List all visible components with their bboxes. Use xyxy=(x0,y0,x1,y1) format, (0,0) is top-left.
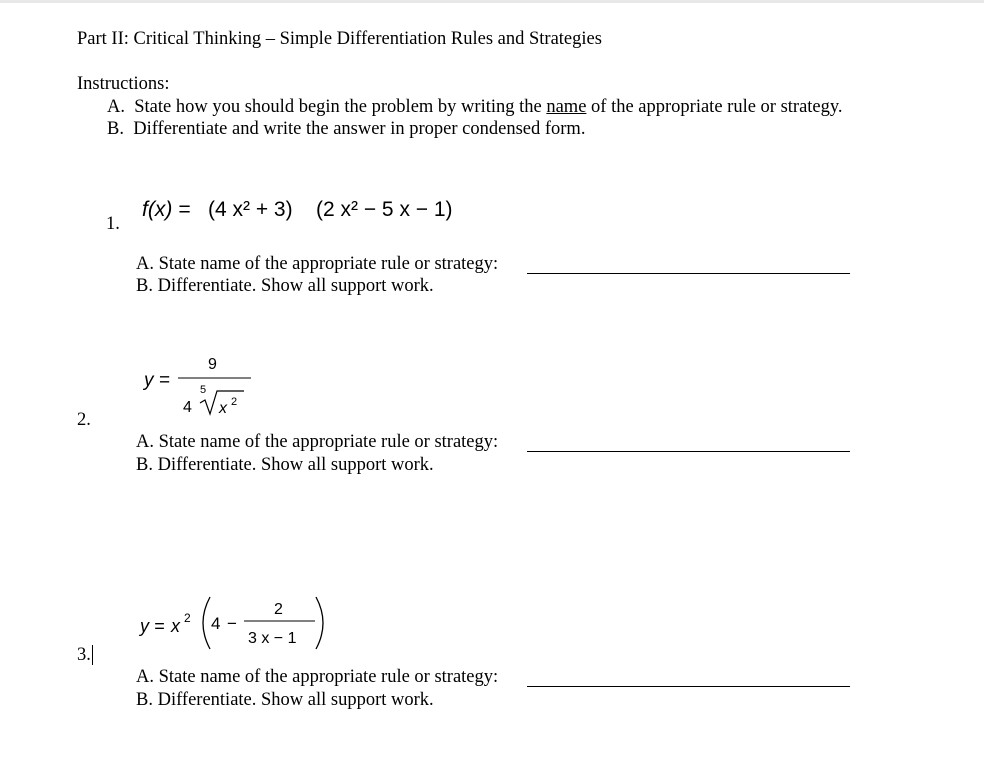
instruction-a-underlined-word: name xyxy=(546,97,587,117)
problem-3-exponent: 2 xyxy=(184,611,191,625)
page-title: Part II: Critical Thinking – Simple Differentiation Rules and Strategies xyxy=(77,29,602,49)
problem-3-part-b: B. Differentiate. Show all support work. xyxy=(136,690,434,710)
problem-3-right-paren xyxy=(316,597,323,649)
instruction-b-marker: B. xyxy=(107,119,124,139)
problem-1-lhs: f(x) = xyxy=(142,198,191,221)
problem-3-lhs: y = xyxy=(140,616,165,636)
instruction-a-text-after: of the appropriate rule or strategy. xyxy=(586,97,843,117)
problem-2-number: 2. xyxy=(77,410,91,430)
problem-3-part-a: A. State name of the appropriate rule or strategy: xyxy=(136,667,499,687)
problem-3-base: x xyxy=(171,616,180,636)
problem-3-numerator: 2 xyxy=(274,601,283,618)
instruction-a xyxy=(107,96,843,118)
problem-3-inner-constant: 4 xyxy=(211,614,221,633)
problem-3-left-paren xyxy=(203,597,210,649)
problem-3-equation xyxy=(138,593,338,653)
problem-2-answer-blank[interactable] xyxy=(527,451,850,452)
problem-2-part-b: B. Differentiate. Show all support work. xyxy=(136,455,434,475)
problem-1-part-b: B. Differentiate. Show all support work. xyxy=(136,276,434,296)
problem-1-answer-blank[interactable] xyxy=(527,273,850,274)
problem-1-factor-2: (2 x² − 5 x − 1) xyxy=(316,198,453,221)
problem-2-lhs: y = xyxy=(144,370,170,391)
instruction-b-text: Differentiate and write the answer in proper condensed form. xyxy=(133,119,586,139)
problem-1-equation xyxy=(138,190,458,230)
problem-1-factor-1: (4 x² + 3) xyxy=(208,198,293,221)
instruction-b xyxy=(107,118,585,140)
problem-3-denominator: 3 x − 1 xyxy=(248,630,297,647)
problem-1-number: 1. xyxy=(106,214,120,234)
problem-2-coefficient: 4 xyxy=(183,399,192,416)
problem-2-root-index: 5 xyxy=(200,384,207,396)
problem-3-minus-sign: − xyxy=(227,614,237,633)
problem-2-radicand-base: x xyxy=(219,400,227,417)
page-top-edge xyxy=(0,0,984,3)
instruction-a-marker: A. xyxy=(107,97,125,117)
text-cursor xyxy=(92,645,93,665)
instruction-a-text-before: State how you should begin the problem by writing the xyxy=(134,97,547,117)
problem-2-numerator: 9 xyxy=(208,356,217,373)
instructions-heading: Instructions: xyxy=(77,74,170,94)
problem-2-radicand-exponent: 2 xyxy=(231,396,238,408)
problem-1-part-a: A. State name of the appropriate rule or strategy: xyxy=(136,254,499,274)
problem-3-number: 3. xyxy=(77,645,91,665)
problem-2-part-a: A. State name of the appropriate rule or strategy: xyxy=(136,432,499,452)
problem-2-equation xyxy=(140,348,270,423)
problem-3-answer-blank[interactable] xyxy=(527,686,850,687)
